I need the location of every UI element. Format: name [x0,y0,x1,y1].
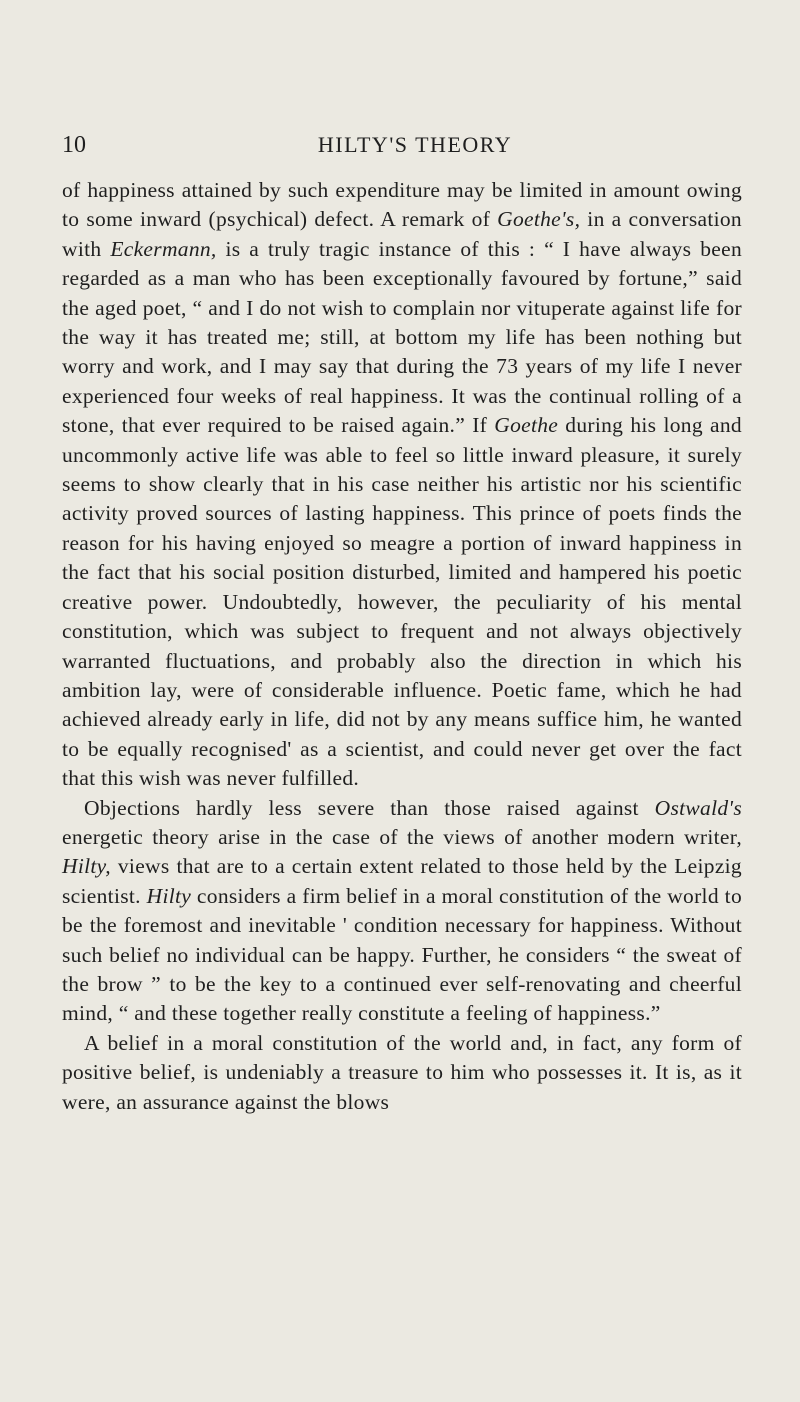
paragraph-3 [62,1029,742,1117]
text-run: A belief in a moral constitution of the world and, in fact, any form of positive belief, is undeniably a treasure to him who possesses it. It is, as it were, an assurance against the blows [62,1030,742,1114]
text-run: is a truly tragic instance of this : “ I have always been regarded as a man who has been exceptionally favoured by fortune,” said the aged poet, “ and I do not wish to complain nor vituperate against life for the way it has treated me; still, at bottom my life has been nothing but worry and work, and I may say that during the 73 years of my life I never experienced four weeks of real happiness. It was the continual rolling of a stone, that ever required to be raised again.” If [62,236,742,438]
italic-name: Hilty, [62,854,111,879]
text-run: considers a firm belief in a moral constitution of the world to be the foremost and inevitable ' condition necessary for happiness. Without such belief no individual can be happy. Further, he considers “ the sweat of the brow ” to be the key to a continued ever self-renovating and cheerful mind, “ and these together really constitute a feeling of happiness.” [62,883,743,1026]
text-run: energetic theory arise in the case of the views of another modern writer, [62,824,742,849]
paragraph-2 [62,794,742,1029]
running-title: HILTY'S THEORY [317,132,513,157]
italic-name: Hilty [146,883,192,908]
text-run: Objections hardly less severe than those raised against [84,795,655,820]
page-header [62,130,742,160]
italic-name: Eckermann, [110,236,217,261]
italic-name: Goethe's, [497,207,581,232]
body-text [62,176,742,1117]
text-run: of happiness attained by such expenditure may be limited in amount owing to some inward (psychical) defect. A remark of [62,178,742,232]
text-run: views that are to a certain extent related to those held by the Leipzig scientist. [62,854,742,908]
text-run: in a conversation with [62,207,742,261]
page-number: 10 [62,132,86,158]
paragraph-1 [62,176,742,794]
text-run: during his long and uncommonly active life was able to feel so little inward pleasure, it surely seems to show clearly that in his case neither his artistic nor his scientific activity proved sources of lasting happiness. This prince of poets finds the reason for his having enjoyed so meagre a portion of inward happiness in the fact that his social position disturbed, limited and hampered his poetic creative power. Undoubtedly, however, the peculiarity of his mental constitution, which was subject to frequent and not always objectively warranted fluctuations, and probably also the direction in which his ambition lay, were of considerable influence. Poetic fame, which he had achieved already early in life, did not by any means suffice him, he wanted to be equally recognised' as a scientist, and could never get over the fact that this wish was never fulfilled. [62,413,742,791]
italic-name: Goethe [494,413,559,438]
italic-name: Ostwald's [654,795,742,820]
